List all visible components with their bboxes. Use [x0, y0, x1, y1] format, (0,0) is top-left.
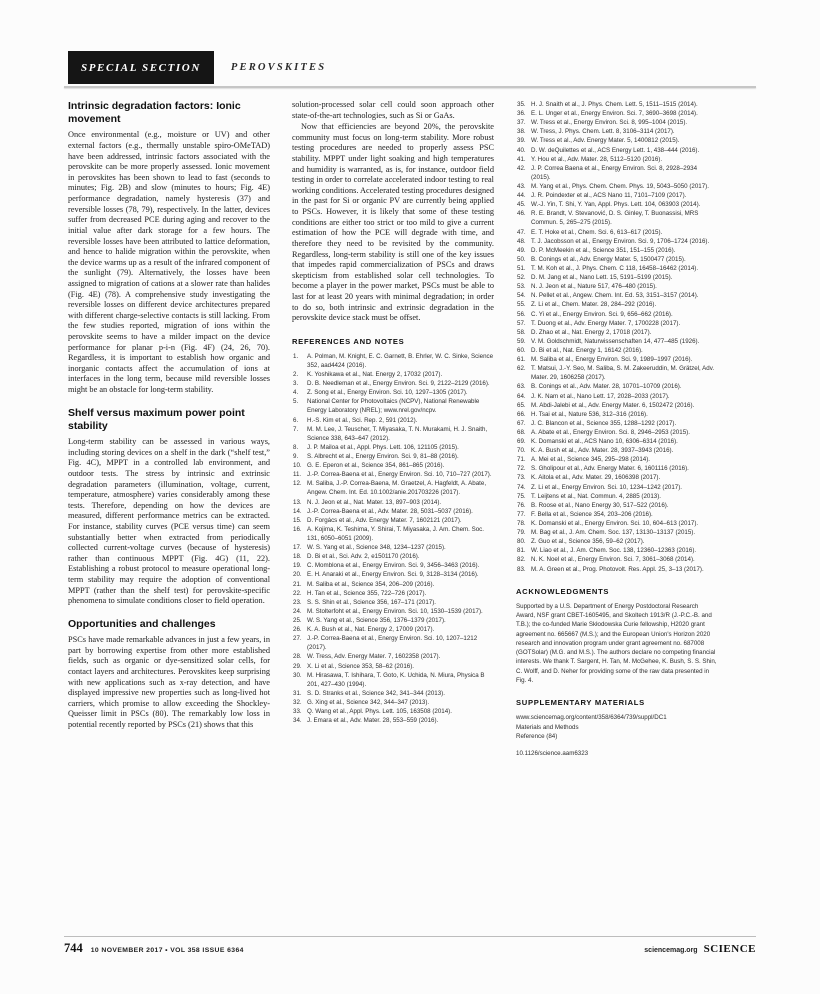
- reference-text: Z. Li et al., Chem. Mater. 28, 284–292 (2016).: [531, 301, 657, 309]
- reference-number: 45.: [517, 201, 526, 209]
- journal-name: SCIENCE: [703, 943, 756, 955]
- reference-text: Z. Li et al., Energy Environ. Sci. 10, 1234–1242 (2017).: [531, 483, 682, 491]
- reference-item: [516, 355, 718, 364]
- reference-number: 17.: [293, 544, 302, 552]
- reference-text: A. Mei et al., Science 345, 295–298 (2014).: [531, 456, 651, 464]
- reference-item: [516, 419, 718, 428]
- reference-item: [292, 352, 494, 370]
- reference-item: [516, 446, 718, 455]
- reference-item: [292, 507, 494, 516]
- section-heading-opportunities: Opportunities and challenges: [68, 617, 216, 630]
- reference-text: E. L. Unger et al., Energy Environ. Sci. 7, 3690–3698 (2014).: [531, 110, 698, 118]
- reference-item: [292, 425, 494, 443]
- reference-text: K. A. Bush et al., Nat. Energy 2, 17009 (2017).: [307, 626, 435, 634]
- reference-number: 32.: [293, 698, 302, 706]
- reference-number: 34.: [293, 717, 302, 725]
- reference-item: [292, 580, 494, 589]
- reference-number: 67.: [517, 419, 526, 427]
- reference-item: [292, 625, 494, 634]
- reference-item: [516, 401, 718, 410]
- reference-number: 15.: [293, 516, 302, 524]
- reference-number: 23.: [293, 598, 302, 606]
- reference-item: [516, 264, 718, 273]
- reference-number: 79.: [517, 529, 526, 537]
- reference-item: [516, 255, 718, 264]
- reference-number: 42.: [517, 164, 526, 172]
- acknowledgments-text: Supported by a U.S. Department of Energy Postdoctoral Research Award, NSF grant CBET-1605495, and Skoltech 1913/R (J.-P.C.-B. and T.B.); the co-funded Marie Skłodowska Curie fellowship, H2020 grant agreement no. 665667 (M.S.); and the European Union's Horizon 2020 research and innovation program under grant agreement no. 687008 (GOTSolar) (M.G. and M.S.). The authors declare no competing financial interests. We thank T. Sargent, H. Tan, M. McGehee, K. Bush, S. S. Shin, C. Wolff, and D. Neher for providing some of the raw data presented in Fig. 4.: [516, 602, 717, 685]
- reference-item: [292, 616, 494, 625]
- reference-number: 57.: [517, 319, 526, 327]
- reference-text: Z. Song et al., Energy Environ. Sci. 10, 1297–1305 (2017).: [307, 389, 468, 397]
- reference-text: J. Emara et al., Adv. Mater. 28, 553–559 (2016).: [307, 717, 439, 725]
- paragraph-opportunities: PSCs have made remarkable advances in just a few years, in part by borrowing expertise from other more established fields, such as organic or dye-sensitized solar cells, for contact layers and architectures. Perovskites keep surprising with new applications such as x-ray detection, and have displayed impressive new properties such as long-lived hot carriers, which promise to allow exceeding the Shockley-Queisser limit in PSCs (80). The remarkably low loss in potential recently reported by PSCs (21) shows that this: [68, 635, 270, 729]
- reference-item: [516, 346, 718, 355]
- reference-item: [516, 319, 718, 328]
- reference-text: D. B. Needleman et al., Energy Environ. Sci. 9, 2122–2129 (2016).: [307, 380, 490, 388]
- reference-text: J.-P. Correa-Baena et al., Energy Environ. Sci. 10, 1207–1212 (2017).: [307, 635, 478, 652]
- reference-number: 75.: [517, 492, 526, 500]
- reference-item: [292, 370, 494, 379]
- reference-number: 51.: [517, 264, 526, 272]
- reference-text: M. Yang et al., Phys. Chem. Chem. Phys. 19, 5043–5050 (2017).: [531, 182, 709, 190]
- reference-text: B. Conings et al., Adv. Energy Mater. 5, 1500477 (2015).: [531, 255, 686, 263]
- reference-item: [516, 455, 718, 464]
- reference-text: T. Leijtens et al., Nat. Commun. 4, 2885 (2013).: [531, 492, 662, 500]
- reference-text: F. Bella et al., Science 354, 203–206 (2016).: [531, 510, 653, 518]
- reference-text: W. Liao et al., J. Am. Chem. Soc. 138, 12360–12363 (2016).: [531, 547, 697, 555]
- reference-number: 35.: [517, 101, 526, 108]
- reference-text: X. Li et al., Science 353, 58–62 (2016).: [307, 662, 414, 670]
- reference-number: 74.: [517, 483, 526, 491]
- reference-number: 46.: [517, 210, 526, 218]
- reference-item: [292, 607, 494, 616]
- reference-text: C. Yi et al., Energy Environ. Sci. 9, 656–662 (2016).: [531, 310, 673, 318]
- reference-text: M. Saliba et al., Science 354, 206–209 (2016).: [307, 580, 435, 588]
- reference-item: [516, 273, 718, 282]
- reference-item: [292, 379, 494, 388]
- reference-item: [292, 589, 494, 598]
- reference-number: 49.: [517, 246, 526, 254]
- reference-number: 78.: [517, 520, 526, 528]
- paragraph-continuation: solution-processed solar cell could soon approach other state-of-the-art technologies, such as Si or GaAs.: [292, 100, 494, 120]
- reference-number: 30.: [293, 671, 302, 679]
- reference-item: [516, 282, 718, 291]
- reference-number: 36.: [517, 110, 526, 118]
- reference-item: [516, 337, 718, 346]
- reference-text: S. S. Shin et al., Science 356, 167–171 (2017).: [307, 598, 436, 606]
- reference-number: 11.: [293, 471, 302, 479]
- reference-number: 48.: [517, 237, 526, 245]
- reference-text: J. C. Blancon et al., Science 355, 1288–1292 (2017).: [531, 419, 677, 427]
- reference-number: 22.: [293, 589, 302, 597]
- reference-text: K. Yoshikawa et al., Nat. Energy 2, 17032 (2017).: [307, 371, 443, 379]
- reference-text: K. Aitola et al., Adv. Mater. 29, 1606398 (2017).: [531, 474, 661, 482]
- supplementary-line: www.sciencemag.org/content/358/6364/739/suppl/DC1: [516, 714, 667, 722]
- reference-text: T. J. Jacobsson et al., Energy Environ. Sci. 9, 1706–1724 (2016).: [531, 237, 710, 245]
- reference-number: 39.: [517, 137, 526, 145]
- reference-item: [516, 473, 718, 482]
- reference-number: 44.: [517, 192, 526, 200]
- reference-text: H.-S. Kim et al., Sci. Rep. 2, 591 (2012).: [307, 416, 418, 424]
- reference-number: 18.: [293, 553, 302, 561]
- paragraph-stability-focus: Now that efficiencies are beyond 20%, the perovskite community must focus on long-term stability. More robust testing procedures are needed to properly assess PSC stability. MPPT under light soaking and high temperatures and humidity is warranted, as is, for instance, outdoor field testing in order to correlate accelerated indoor testing to real working conditions. Accelerated testing procedures designed in the past for Si or organic PV are currently being applied to PSCs. However, it is likely that some of these testing conditions are either too strict or too mild to give a current estimation of how the PCE will degrade with time, and therefore they need to be revisited by the community. Regardless, long-term stability is still one of the key issues that impedes rapid commercialization of PSCs and draws skepticism from established solar cell technologies. To become a player in the power market, PSCs must be able to last for at least 20 years with minimal degradation; in order to do so, both intrinsic and extrinsic degradation in the perovskite device stack must be offset.: [292, 122, 494, 323]
- reference-number: 7.: [293, 425, 299, 433]
- reference-number: 47.: [517, 228, 526, 236]
- reference-number: 70.: [517, 447, 526, 455]
- reference-item: [292, 525, 494, 543]
- reference-item: [516, 537, 718, 546]
- reference-number: 28.: [293, 653, 302, 661]
- reference-number: 66.: [517, 410, 526, 418]
- footer-left: [64, 941, 244, 956]
- reference-text: B. Roose et al., Nano Energy 30, 517–522 (2016).: [531, 501, 669, 509]
- reference-number: 12.: [293, 480, 302, 488]
- reference-text: K. Domanski et al., Energy Environ. Sci. 10, 604–613 (2017).: [531, 520, 699, 528]
- reference-number: 38.: [517, 128, 526, 136]
- reference-item: [292, 470, 494, 479]
- reference-text: National Center for Photovoltaics (NCPV), National Renewable Energy Laboratory (NREL); www.nrel.gov/ncpv.: [307, 398, 480, 415]
- reference-item: [516, 328, 718, 337]
- reference-number: 76.: [517, 501, 526, 509]
- reference-text: M. A. Green et al., Prog. Photovolt. Res. Appl. 25, 3–13 (2017).: [531, 565, 704, 573]
- reference-item: [516, 492, 718, 501]
- reference-text: W.-J. Yin, T. Shi, Y. Yan, Appl. Phys. Lett. 104, 063903 (2014).: [531, 201, 701, 209]
- reference-text: M. M. Lee, J. Teuscher, T. Miyasaka, T. N. Murakami, H. J. Snaith, Science 338, 643–647 (2012).: [307, 425, 488, 442]
- reference-number: 63.: [517, 383, 526, 391]
- reference-number: 77.: [517, 510, 526, 518]
- reference-text: D. Bi et al., Nat. Energy 1, 16142 (2016).: [531, 346, 643, 354]
- reference-item: [292, 716, 494, 725]
- reference-text: E. T. Hoke et al., Chem. Sci. 6, 613–617 (2015).: [531, 228, 663, 236]
- reference-text: M. Hirasawa, T. Ishihara, T. Goto, K. Uchida, N. Miura, Physica B 201, 427–430 (1994).: [307, 671, 485, 688]
- reference-text: W. Tress et al., Energy Environ. Sci. 8, 995–1004 (2015).: [531, 119, 688, 127]
- reference-text: W. S. Yang et al., Science 348, 1234–1237 (2015).: [307, 544, 446, 552]
- reference-text: J.-P. Correa-Baena et al., Adv. Mater. 28, 5031–5037 (2016).: [307, 507, 473, 515]
- reference-number: 5.: [293, 398, 299, 406]
- reference-text: M. Abdi-Jalebi et al., Adv. Energy Mater. 6, 1502472 (2016).: [531, 401, 695, 409]
- reference-text: D. W. deQuilettes et al., ACS Energy Lett. 1, 438–444 (2016).: [531, 146, 700, 154]
- reference-number: 33.: [293, 708, 302, 716]
- reference-text: E. H. Anaraki et al., Energy Environ. Sci. 9, 3128–3134 (2016).: [307, 571, 479, 579]
- reference-number: 2.: [293, 371, 299, 379]
- reference-text: H. J. Snaith et al., J. Phys. Chem. Lett. 5, 1511–1515 (2014).: [531, 101, 698, 108]
- reference-item: [516, 310, 718, 319]
- reference-number: 58.: [517, 328, 526, 336]
- reference-item: [292, 388, 494, 397]
- reference-number: 55.: [517, 301, 526, 309]
- reference-item: [516, 164, 718, 182]
- reference-number: 60.: [517, 346, 526, 354]
- reference-number: 72.: [517, 465, 526, 473]
- page-number: 744: [64, 941, 83, 955]
- reference-item: [516, 555, 718, 564]
- reference-item: [292, 662, 494, 671]
- reference-item: [516, 364, 718, 382]
- reference-text: T. M. Koh et al., J. Phys. Chem. C 118, 16458–16462 (2014).: [531, 264, 699, 272]
- reference-item: [516, 510, 718, 519]
- reference-item: [516, 428, 718, 437]
- reference-item: [516, 565, 718, 574]
- journal-website: sciencemag.org: [644, 947, 698, 954]
- reference-item: [516, 246, 718, 255]
- reference-number: 3.: [293, 380, 299, 388]
- reference-number: 37.: [517, 119, 526, 127]
- reference-item: [292, 552, 494, 561]
- page-footer: [64, 941, 756, 956]
- supplementary-lines: [516, 713, 718, 741]
- reference-number: 59.: [517, 337, 526, 345]
- reference-number: 50.: [517, 255, 526, 263]
- reference-number: 40.: [517, 146, 526, 154]
- reference-text: M. Stolterfoht et al., Energy Environ. Sci. 10, 1530–1539 (2017).: [307, 607, 483, 615]
- reference-text: N. J. Jeon et al., Nat. Mater. 13, 897–903 (2014).: [307, 498, 442, 506]
- reference-number: 52.: [517, 274, 526, 282]
- reference-item: [292, 570, 494, 579]
- reference-text: H. Tsai et al., Nature 536, 312–316 (2016).: [531, 410, 648, 418]
- acknowledgments-heading: ACKNOWLEDGMENTS: [516, 586, 610, 596]
- reference-number: 19.: [293, 562, 302, 570]
- reference-item: [516, 228, 718, 237]
- reference-number: 25.: [293, 616, 302, 624]
- footer-divider: [64, 936, 756, 937]
- reference-number: 68.: [517, 428, 526, 436]
- reference-text: C. Momblona et al., Energy Environ. Sci. 9, 3456–3463 (2016).: [307, 562, 480, 570]
- reference-text: W. Tress, Adv. Energy Mater. 7, 1602358 (2017).: [307, 653, 441, 661]
- right-column: [516, 100, 718, 938]
- reference-number: 62.: [517, 365, 526, 373]
- reference-text: D. Forgács et al., Adv. Energy Mater. 7, 1602121 (2017).: [307, 516, 462, 524]
- special-section-banner: [68, 51, 214, 84]
- reference-text: G. E. Eperon et al., Science 354, 861–865 (2016).: [307, 462, 445, 470]
- reference-number: 9.: [293, 453, 299, 460]
- reference-item: [292, 707, 494, 716]
- reference-number: 24.: [293, 607, 302, 615]
- reference-text: N. J. Jeon et al., Nature 517, 476–480 (2015).: [531, 283, 657, 291]
- article-doi: 10.1126/science.aam6323: [516, 750, 589, 758]
- reference-item: [292, 479, 494, 497]
- reference-item: [516, 483, 718, 492]
- reference-item: [516, 209, 718, 227]
- section-topic-label: PEROVSKITES: [230, 62, 327, 73]
- reference-item: [516, 291, 718, 300]
- reference-item: [516, 528, 718, 537]
- reference-number: 27.: [293, 635, 302, 643]
- reference-item: [292, 443, 494, 452]
- article-body: [68, 100, 718, 938]
- left-column: [68, 100, 270, 938]
- reference-item: [292, 498, 494, 507]
- reference-item: [516, 118, 718, 127]
- reference-number: 8.: [293, 443, 299, 451]
- footer-right: [644, 943, 756, 955]
- references-list-1-34: [292, 352, 494, 725]
- reference-text: S. Gholipour et al., Adv. Energy Mater. 6, 1601116 (2016).: [531, 465, 689, 473]
- reference-text: A. Polman, M. Knight, E. C. Garnett, B. Ehrler, W. C. Sinke, Science 352, aad4424 (2016).: [307, 352, 494, 369]
- reference-text: V. M. Goldschmidt, Naturwissenschaften 14, 477–485 (1926).: [531, 337, 700, 345]
- reference-text: R. E. Brandt, V. Stevanović, D. S. Ginley, T. Buonassisi, MRS Commun. 5, 265–275 (2015).: [531, 210, 699, 227]
- reference-number: 14.: [293, 507, 302, 515]
- reference-number: 56.: [517, 310, 526, 318]
- reference-number: 69.: [517, 438, 526, 446]
- references-list-35-83: [516, 100, 718, 574]
- reference-item: [516, 127, 718, 136]
- reference-item: [292, 671, 494, 689]
- paragraph-ionic-movement: Once environmental (e.g., moisture or UV) and other external factors (e.g., thermally unstable spiro-OMeTAD) have been addressed, intrinsic factors associated with the perovskite can be more properly assessed. Ionic movement in perovskites has been shown to lead to fast (seconds to minutes; Fig. 2B) and slow (minutes to hours; Fig. 4E) performance degradation, namely hysteresis (37) and reversible losses (78, 79), respectively. In the latter, devices suffer from decreased PCE during aging and recover to the initial value after dark storage for a few hours. The reversible losses have been attributed to lattice deformation, and hence to halide migration within the perovskite, when the device warms up as a result of the infrared component of the sunlight (79). Alternatively, the losses have been assigned to migration of cations at a slower rate than halides (Fig. 4E) (78). A comprehensive study investigating the reversible losses on different device architectures prepared with different charge-selective contacts is still lacking. From the few studies reported, migration of ions within the perovskite seems to have a milder impact on the device performance for planar p-i-n (Fig. 4F) (24, 26, 70). Regardless, it is important to establish how organic and inorganic contacts affect the accumulation of ions at interfaces in the long term, because mild reversible losses might be an obstacle for long-term stability.: [68, 130, 270, 395]
- reference-text: J.-P. Correa-Baena et al., Energy Environ. Sci. 10, 710–727 (2017).: [307, 471, 492, 479]
- reference-text: S. Albrecht et al., Energy Environ. Sci. 9, 81–88 (2016).: [307, 453, 459, 460]
- reference-item: [292, 516, 494, 525]
- references-heading: REFERENCES AND NOTES: [292, 336, 405, 346]
- reference-text: G. Xing et al., Science 342, 344–347 (2013).: [307, 698, 430, 706]
- reference-text: K. Domanski et al., ACS Nano 10, 6306–6314 (2016).: [531, 438, 678, 446]
- page-header: [68, 51, 326, 84]
- reference-text: N. K. Noel et al., Energy Environ. Sci. 7, 3061–3068 (2014).: [531, 556, 695, 564]
- reference-item: [292, 543, 494, 552]
- reference-text: T. Duong et al., Adv. Energy Mater. 7, 1700228 (2017).: [531, 319, 681, 327]
- reference-item: [516, 191, 718, 200]
- reference-item: [292, 461, 494, 470]
- reference-text: D. Bi et al., Sci. Adv. 2, e1501170 (2016).: [307, 553, 420, 561]
- reference-text: M. Bag et al., J. Am. Chem. Soc. 137, 13130–13137 (2015).: [531, 529, 696, 537]
- reference-text: D. P. McMeekin et al., Science 351, 151–155 (2016).: [531, 246, 676, 254]
- reference-item: [292, 698, 494, 707]
- reference-number: 53.: [517, 283, 526, 291]
- reference-number: 83.: [517, 565, 526, 573]
- reference-item: [292, 652, 494, 661]
- reference-item: [516, 382, 718, 391]
- reference-number: 43.: [517, 182, 526, 190]
- supplementary-line: Materials and Methods: [516, 723, 579, 731]
- reference-text: K. A. Bush et al., Adv. Mater. 28, 3937–3943 (2016).: [531, 447, 674, 455]
- special-section-label: SPECIAL SECTION: [81, 61, 201, 74]
- reference-text: M. Saliba, J.-P. Correa-Baena, M. Graetzel, A. Hagfeldt, A. Abate, Angew. Chem. Int. Ed. 10.1002/anie.201703226 (2017).: [307, 480, 487, 497]
- reference-item: [516, 464, 718, 473]
- reference-item: [292, 689, 494, 698]
- section-heading-ionic-movement: Intrinsic degradation factors: Ionic movement: [68, 100, 241, 126]
- reference-item: [292, 634, 494, 652]
- reference-item: [516, 146, 718, 155]
- reference-text: J. P. Correa Baena et al., Energy Environ. Sci. 8, 2928–2934 (2015).: [531, 164, 698, 181]
- reference-item: [516, 392, 718, 401]
- reference-item: [516, 300, 718, 309]
- reference-text: B. Conings et al., Adv. Mater. 28, 10701–10709 (2016).: [531, 383, 682, 391]
- reference-text: Q. Wang et al., Appl. Phys. Lett. 105, 163508 (2014).: [307, 708, 452, 716]
- reference-number: 64.: [517, 392, 526, 400]
- reference-text: Z. Guo et al., Science 356, 59–62 (2017).: [531, 538, 645, 546]
- reference-text: J. P. Mailoa et al., Appl. Phys. Lett. 106, 121105 (2015).: [307, 443, 459, 451]
- reference-text: J. R. Poindexter et al., ACS Nano 11, 7101–7109 (2017).: [531, 192, 687, 200]
- reference-number: 20.: [293, 571, 302, 579]
- reference-text: W. Tress, J. Phys. Chem. Lett. 8, 3106–3114 (2017).: [531, 128, 675, 136]
- reference-number: 26.: [293, 626, 302, 634]
- reference-number: 10.: [293, 462, 302, 470]
- reference-item: [516, 136, 718, 145]
- reference-number: 4.: [293, 389, 299, 397]
- reference-number: 16.: [293, 525, 302, 533]
- header-divider: [64, 86, 756, 88]
- middle-column: [292, 100, 494, 938]
- reference-number: 21.: [293, 580, 302, 588]
- reference-number: 13.: [293, 498, 302, 506]
- reference-item: [516, 200, 718, 209]
- section-heading-shelf-vs-mppt: Shelf versus maximum power point stability: [68, 406, 245, 432]
- reference-number: 41.: [517, 155, 526, 163]
- reference-number: 31.: [293, 689, 302, 697]
- issue-info: 10 NOVEMBER 2017 • VOL 358 ISSUE 6364: [90, 947, 244, 954]
- reference-text: W. S. Yang et al., Science 356, 1376–1379 (2017).: [307, 616, 446, 624]
- reference-number: 82.: [517, 556, 526, 564]
- reference-item: [292, 452, 494, 461]
- reference-item: [516, 501, 718, 510]
- reference-item: [516, 437, 718, 446]
- reference-text: T. Matsui, J.-Y. Seo, M. Saliba, S. M. Zakeeruddin, M. Grätzel, Adv. Mater. 29, 1606258 (2017).: [531, 365, 715, 382]
- reference-text: S. D. Stranks et al., Science 342, 341–344 (2013).: [307, 689, 445, 697]
- reference-item: [516, 410, 718, 419]
- reference-item: [292, 561, 494, 570]
- reference-text: A. Abate et al., Energy Environ. Sci. 8, 2946–2953 (2015).: [531, 428, 690, 436]
- reference-item: [516, 519, 718, 528]
- reference-number: 54.: [517, 292, 526, 300]
- reference-number: 71.: [517, 456, 526, 464]
- reference-item: [292, 416, 494, 425]
- reference-number: 80.: [517, 538, 526, 546]
- reference-item: [516, 109, 718, 118]
- reference-number: 61.: [517, 356, 526, 364]
- reference-item: [516, 546, 718, 555]
- reference-text: J. K. Nam et al., Nano Lett. 17, 2028–2033 (2017).: [531, 392, 670, 400]
- reference-number: 65.: [517, 401, 526, 409]
- reference-number: 1.: [293, 352, 299, 360]
- reference-number: 81.: [517, 547, 526, 555]
- reference-text: D. M. Jang et al., Nano Lett. 15, 5191–5199 (2015).: [531, 274, 673, 282]
- reference-item: [516, 155, 718, 164]
- supplementary-line: Reference (84): [516, 732, 558, 740]
- reference-number: 6.: [293, 416, 299, 424]
- reference-number: 29.: [293, 662, 302, 670]
- reference-number: 73.: [517, 474, 526, 482]
- reference-text: W. Tress et al., Adv. Energy Mater. 5, 1400812 (2015).: [531, 137, 680, 145]
- reference-item: [292, 598, 494, 607]
- reference-text: N. Pellet et al., Angew. Chem. Int. Ed. 53, 3151–3157 (2014).: [531, 292, 699, 300]
- reference-text: D. Zhao et al., Nat. Energy 2, 17018 (2017).: [531, 328, 652, 336]
- reference-item: [516, 100, 718, 109]
- reference-text: M. Saliba et al., Energy Environ. Sci. 9, 1989–1997 (2016).: [531, 356, 693, 364]
- paragraph-shelf-vs-mppt: Long-term stability can be assessed in various ways, including storing devices on a shelf in the dark (“shelf test,” Fig. 4C), MPPT in a controlled lab environment, and outdoor tests. The stress by intrinsic and extrinsic degradation parameters (illumination, voltage, current, temperature, atmosphere) varies considerably among these tests. Therefore, depending on how the devices are measured, different performance metrics can be extracted. For instance, stability curves (PCE versus time) can seem substantially better when extracted from periodically collected current-voltage curves (because of hysteresis) rather than continuous MPPT (Fig. 4G) (11, 22). Establishing a robust protocol to measure operational long-term stability may require the adoption of conventional MPPT (rather than the shelf test) for perovskite-specific phenomena to simulate conditions closer to field operation.: [68, 437, 270, 606]
- reference-item: [516, 237, 718, 246]
- reference-text: H. Tan et al., Science 355, 722–726 (2017).: [307, 589, 427, 597]
- reference-item: [516, 182, 718, 191]
- reference-text: Y. Hou et al., Adv. Mater. 28, 5112–5120 (2016).: [531, 155, 663, 163]
- reference-item: [292, 397, 494, 415]
- supplementary-heading: SUPPLEMENTARY MATERIALS: [516, 698, 645, 708]
- reference-text: A. Kojima, K. Teshima, Y. Shirai, T. Miyasaka, J. Am. Chem. Soc. 131, 6050–6051 (2009).: [307, 525, 484, 542]
